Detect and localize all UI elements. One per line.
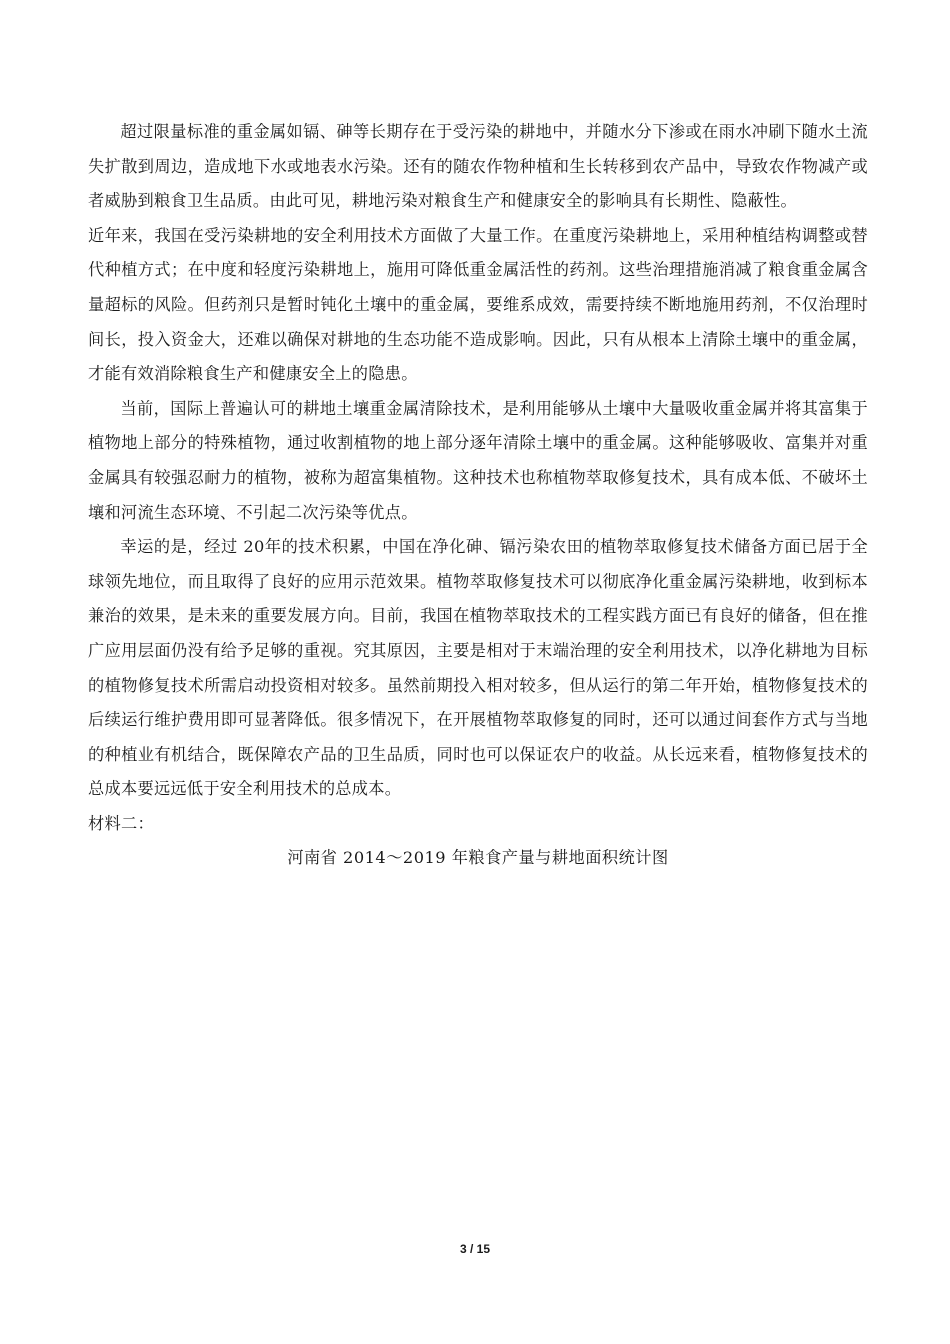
page-number: 3 / 15 [459, 1242, 491, 1256]
paragraph-1: 超过限量标准的重金属如镉、砷等长期存在于受污染的耕地中，并随水分下渗或在雨水冲刷下随水土流失扩散到周边，造成地下水或地表水污染。还有的随农作物种植和生长转移到农产品中，导致农作物减产或者威胁到粮食卫生品质。由此可见，耕地污染对粮食生产和健康安全的影响具有长期性、隐蔽性。 [88, 122, 868, 211]
chart-placeholder-area [88, 876, 868, 1166]
paragraph-3: 当前，国际上普遍认可的耕地土壤重金属清除技术，是利用能够从土壤中大量吸收重金属并将其富集于植物地上部分的特殊植物，通过收割植物的地上部分逐年清除土壤中的重金属。这种能够吸收、富集并对重金属具有较强忍耐力的植物，被称为超富集植物。这种技术也称植物萃取修复技术，具有成本低、不破坏土壤和河流生态环境、不引起二次污染等优点。 [88, 398, 868, 522]
document-body [88, 115, 868, 1166]
figure-caption: 河南省 2014～2019 年粮食产量与耕地面积统计图 [287, 848, 669, 868]
material-label: 材料二： [88, 813, 154, 833]
paragraph-2: 近年来，我国在受污染耕地的安全利用技术方面做了大量工作。在重度污染耕地上，采用种植结构调整或替代种植方式；在中度和轻度污染耕地上，施用可降低重金属活性的药剂。这些治理措施消减了粮食重金属含量超标的风险。但药剂只是暂时钝化土壤中的重金属，要维系成效，需要持续不断地施用药剂，不仅治理时间长，投入资金大，还难以确保对耕地的生态功能不造成影响。因此，只有从根本上清除土壤中的重金属，才能有效消除粮食生产和健康安全上的隐患。 [88, 225, 868, 384]
paragraph-4: 幸运的是，经过 20年的技术积累，中国在净化砷、镉污染农田的植物萃取修复技术储备方面已居于全球领先地位，而且取得了良好的应用示范效果。植物萃取修复技术可以彻底净化重金属污染耕地，收到标本兼治的效果，是未来的重要发展方向。目前，我国在植物萃取技术的工程实践方面已有良好的储备，但在推广应用层面仍没有给予足够的重视。究其原因，主要是相对于末端治理的安全利用技术，以净化耕地为目标的植物修复技术所需启动投资相对较多。虽然前期投入相对较多，但从运行的第二年开始，植物修复技术的后续运行维护费用即可显著降低。很多情况下，在开展植物萃取修复的同时，还可以通过间套作方式与当地的种植业有机结合，既保障农产品的卫生品质，同时也可以保证农户的收益。从长远来看，植物修复技术的总成本要远远低于安全利用技术的总成本。 [88, 537, 868, 799]
